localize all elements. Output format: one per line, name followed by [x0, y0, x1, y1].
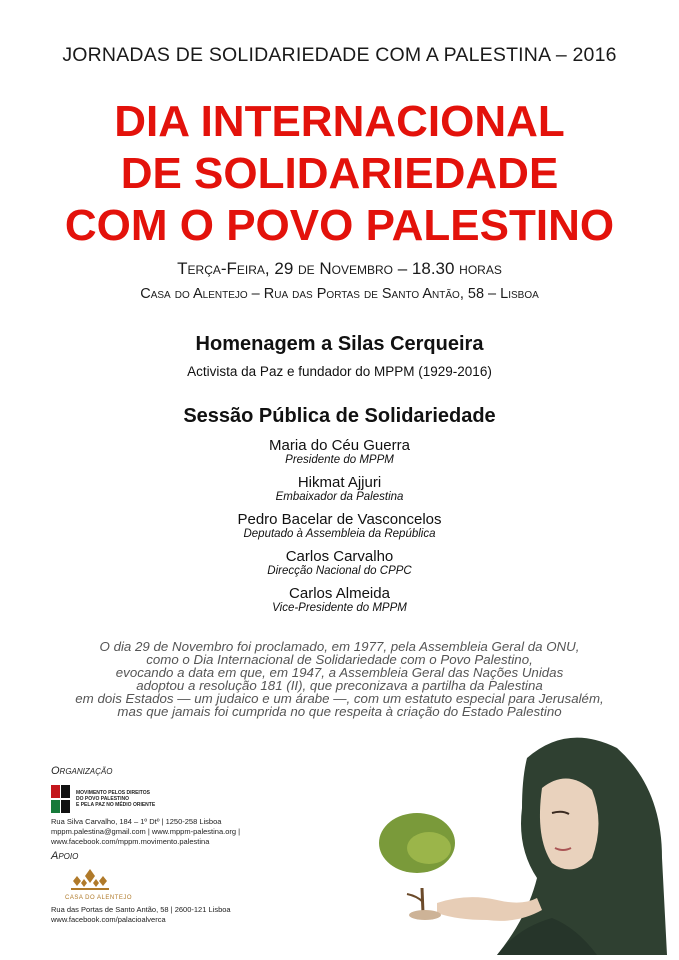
organizers-block — [51, 765, 240, 925]
speaker-item — [0, 474, 679, 504]
speaker-item — [0, 548, 679, 578]
casa-do-alentejo-logo — [65, 868, 240, 901]
poster-title — [0, 96, 679, 252]
event-series-header: JORNADAS DE SOLIDARIEDADE COM A PALESTINA – 2016 — [62, 44, 617, 66]
speaker-role: Embaixador da Palestina — [275, 491, 404, 503]
organizer-email-web: mppm.palestina@gmail.com | www.mppm-palestina.org | — [51, 827, 241, 836]
organizer-address: Rua Silva Carvalho, 184 – 1º Dtº | 1250-258 Lisboa — [51, 817, 222, 826]
mppm-logo-text: MOVIMENTO PELOS DIREITOS DO POVO PALESTINO E PELA PAZ NO MÉDIO ORIENTE — [76, 790, 156, 808]
paragraph-line: evocando a data em que, em 1947, a Assembleia Geral das Nações Unidas — [115, 665, 564, 680]
title-line-2: DE SOLIDARIEDADE — [120, 149, 559, 198]
speaker-name: Maria do Céu Guerra — [269, 437, 410, 454]
speaker-item — [0, 437, 679, 467]
speaker-list — [0, 437, 679, 622]
homage-title: Homenagem a Silas Cerqueira — [195, 333, 484, 355]
paragraph-line: adoptou a resolução 181 (II), que preconizava a partilha da Palestina — [136, 678, 543, 693]
event-venue: Casa do Alentejo – Rua das Portas de Santo Antão, 58 – Lisboa — [140, 286, 539, 302]
speaker-role: Direcção Nacional do CPPC — [267, 565, 412, 577]
support-contacts — [51, 905, 240, 925]
title-line-1: DIA INTERNACIONAL — [114, 97, 565, 146]
paragraph-line: mas que jamais foi cumprida no que respeita à criação do Estado Palestino — [117, 704, 562, 719]
speaker-name: Hikmat Ajjuri — [297, 474, 382, 491]
organization-label: Organização — [51, 765, 113, 777]
speaker-role: Presidente do MPPM — [285, 454, 394, 466]
speaker-name: Pedro Bacelar de Vasconcelos — [237, 511, 442, 528]
support-address: Rua das Portas de Santo Antão, 58 | 2600-121 Lisboa — [51, 905, 231, 914]
woman-with-tree-illustration — [377, 728, 667, 955]
history-paragraph — [0, 640, 679, 718]
organizer-facebook: www.facebook.com/mppm.movimento.palestina — [51, 837, 210, 846]
mppm-logo-icon — [51, 785, 73, 813]
speaker-name: Carlos Almeida — [289, 585, 390, 602]
title-line-3: COM O POVO PALESTINO — [64, 201, 615, 250]
paragraph-line: como o Dia Internacional de Solidariedade com o Povo Palestino, — [146, 652, 533, 667]
support-facebook: www.facebook.com/palacioalverca — [51, 915, 166, 924]
paragraph-line: O dia 29 de Novembro foi proclamado, em 1977, pela Assembleia Geral da ONU, — [99, 639, 580, 654]
mppm-logo — [51, 785, 240, 813]
speaker-role: Deputado à Assembleia da República — [243, 528, 436, 540]
session-title: Sessão Pública de Solidariedade — [183, 405, 496, 427]
casa-do-alentejo-emblem-icon — [65, 868, 115, 892]
casa-logo-text: CASA DO ALENTEJO — [65, 895, 133, 901]
speaker-item — [0, 511, 679, 541]
speaker-role: Vice-Presidente do MPPM — [272, 602, 407, 614]
paragraph-line: em dois Estados — um judaico e um árabe —, com um estatuto especial para Jerusalém, — [75, 691, 604, 706]
event-date: Terça-Feira, 29 de Novembro – 18.30 horas — [177, 259, 502, 278]
organizer-contacts — [51, 817, 240, 847]
speaker-name: Carlos Carvalho — [285, 548, 394, 565]
speaker-item — [0, 585, 679, 615]
support-label: Apoio — [51, 850, 79, 862]
homage-subtitle: Activista da Paz e fundador do MPPM (1929-2016) — [187, 364, 492, 379]
